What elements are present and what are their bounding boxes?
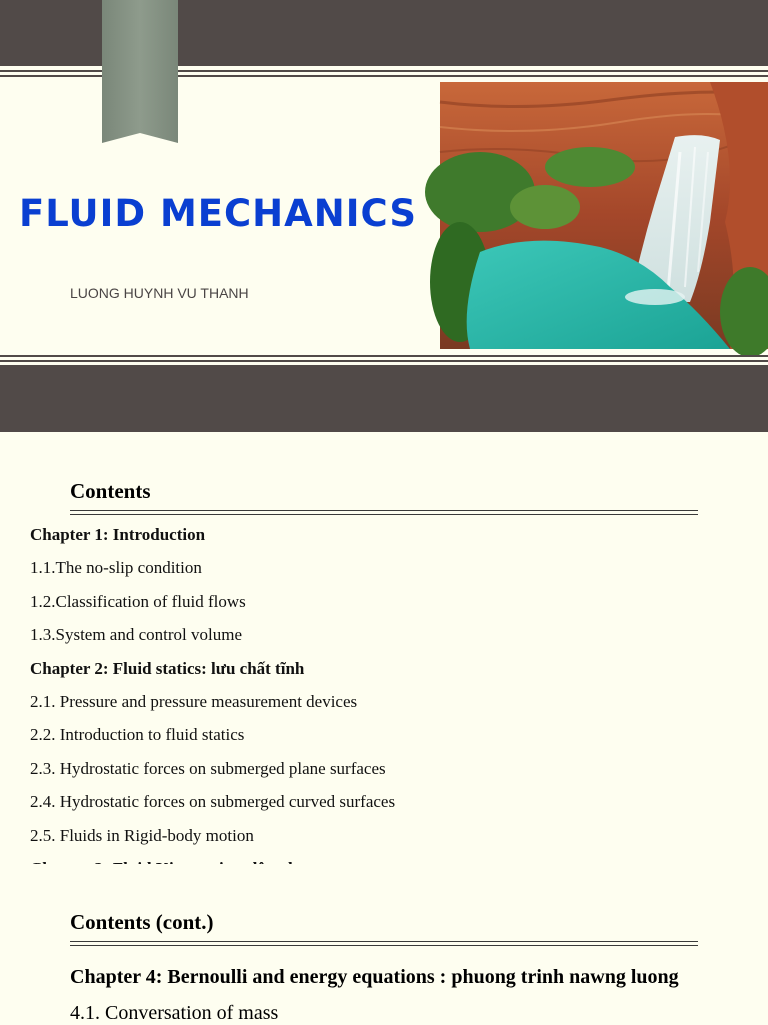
cont-heading-rule-bottom — [70, 945, 698, 946]
toc-chapter: Chapter 1: Introduction — [30, 525, 206, 544]
toc-chapter: Chapter 2: Fluid statics: lưu chất tĩnh — [30, 658, 305, 678]
bottom-band — [0, 365, 768, 432]
toc-section: 2.4. Hydrostatic forces on submerged curved surfaces — [30, 792, 396, 812]
waterfall-photo — [440, 82, 768, 349]
toc-section: 1.2.Classification of fluid flows — [30, 591, 246, 611]
bottom-rule-thick — [0, 355, 768, 357]
cont-heading-rule-top — [70, 941, 698, 942]
author-name: LUONG HUYNH VU THANH — [70, 285, 249, 301]
toc-section: 2.5. Fluids in Rigid-body motion — [30, 825, 254, 845]
contents-cont-heading: Contents (cont.) — [70, 910, 214, 934]
contents-slide — [0, 432, 768, 864]
toc-section: 1.1.The no-slip condition — [30, 558, 202, 578]
toc-section: 2.1. Pressure and pressure measurement devices — [30, 691, 358, 711]
toc-section: 2.2. Introduction to fluid statics — [30, 725, 245, 745]
toc-section: 2.3. Hydrostatic forces on submerged plane surfaces — [30, 758, 386, 778]
heading-rule-top — [70, 510, 698, 511]
contents-heading: Contents — [70, 479, 151, 503]
heading-rule-bottom — [70, 514, 698, 515]
chapter-4-title: Chapter 4: Bernoulli and energy equations : phuong trinh nawng luong — [70, 966, 679, 988]
contents-cont-slide — [0, 864, 768, 1024]
bottom-rule-thin — [0, 360, 768, 362]
contents-list — [30, 523, 395, 890]
section-4-1: 4.1. Conversation of mass — [70, 1002, 279, 1024]
slide-title: FLUID MECHANICS — [19, 192, 418, 235]
title-slide — [0, 0, 768, 432]
bookmark-ribbon — [102, 0, 178, 143]
toc-section: 1.3.System and control volume — [30, 625, 243, 645]
